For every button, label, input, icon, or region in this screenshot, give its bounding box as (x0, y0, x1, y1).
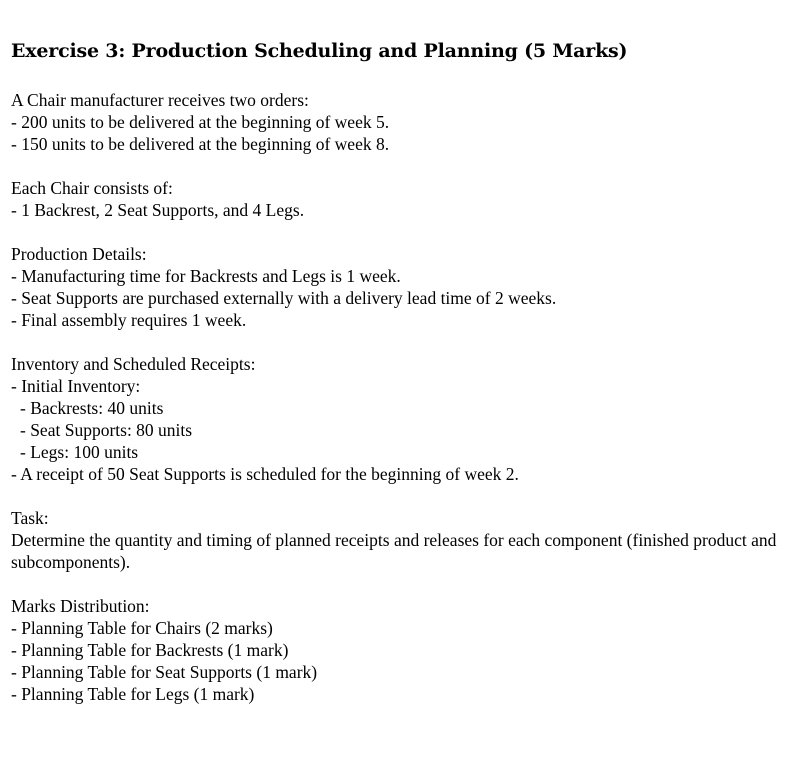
order-item: - 150 units to be delivered at the beginning of week 8. (11, 134, 390, 154)
production-item: - Manufacturing time for Backrests and Legs is 1 week. (11, 266, 401, 286)
marks-item: - Planning Table for Seat Supports (1 mark) (11, 662, 318, 682)
production-item: - Seat Supports are purchased externally with a delivery lead time of 2 weeks. (11, 288, 557, 308)
task-heading: Task: (11, 508, 49, 528)
marks-item: - Planning Table for Legs (1 mark) (11, 684, 255, 704)
exercise-title: Exercise 3: Production Scheduling and Planning (5 Marks) (11, 40, 628, 62)
production-section (11, 243, 781, 331)
marks-heading: Marks Distribution: (11, 596, 150, 616)
inventory-item-legs: - Legs: 100 units (20, 442, 139, 462)
marks-item: - Planning Table for Backrests (1 mark) (11, 640, 289, 660)
composition-section (11, 177, 781, 221)
task-text: Determine the quantity and timing of planned receipts and releases for each component (finished product and subcomponents). (11, 530, 777, 572)
scheduled-receipt: - A receipt of 50 Seat Supports is scheduled for the beginning of week 2. (11, 464, 519, 484)
document (11, 38, 781, 727)
task-section (11, 507, 781, 573)
composition-item: - 1 Backrest, 2 Seat Supports, and 4 Legs. (11, 200, 305, 220)
production-heading: Production Details: (11, 244, 147, 264)
inventory-section (11, 353, 781, 485)
marks-section (11, 595, 781, 705)
composition-heading: Each Chair consists of: (11, 178, 173, 198)
orders-section (11, 89, 781, 155)
inventory-item-backrests: - Backrests: 40 units (20, 398, 164, 418)
marks-item: - Planning Table for Chairs (2 marks) (11, 618, 273, 638)
initial-inventory-label: - Initial Inventory: (11, 376, 141, 396)
inventory-heading: Inventory and Scheduled Receipts: (11, 354, 256, 374)
inventory-item-seat-supports: - Seat Supports: 80 units (20, 420, 193, 440)
production-item: - Final assembly requires 1 week. (11, 310, 247, 330)
order-item: - 200 units to be delivered at the beginning of week 5. (11, 112, 390, 132)
orders-intro: A Chair manufacturer receives two orders: (11, 90, 309, 110)
